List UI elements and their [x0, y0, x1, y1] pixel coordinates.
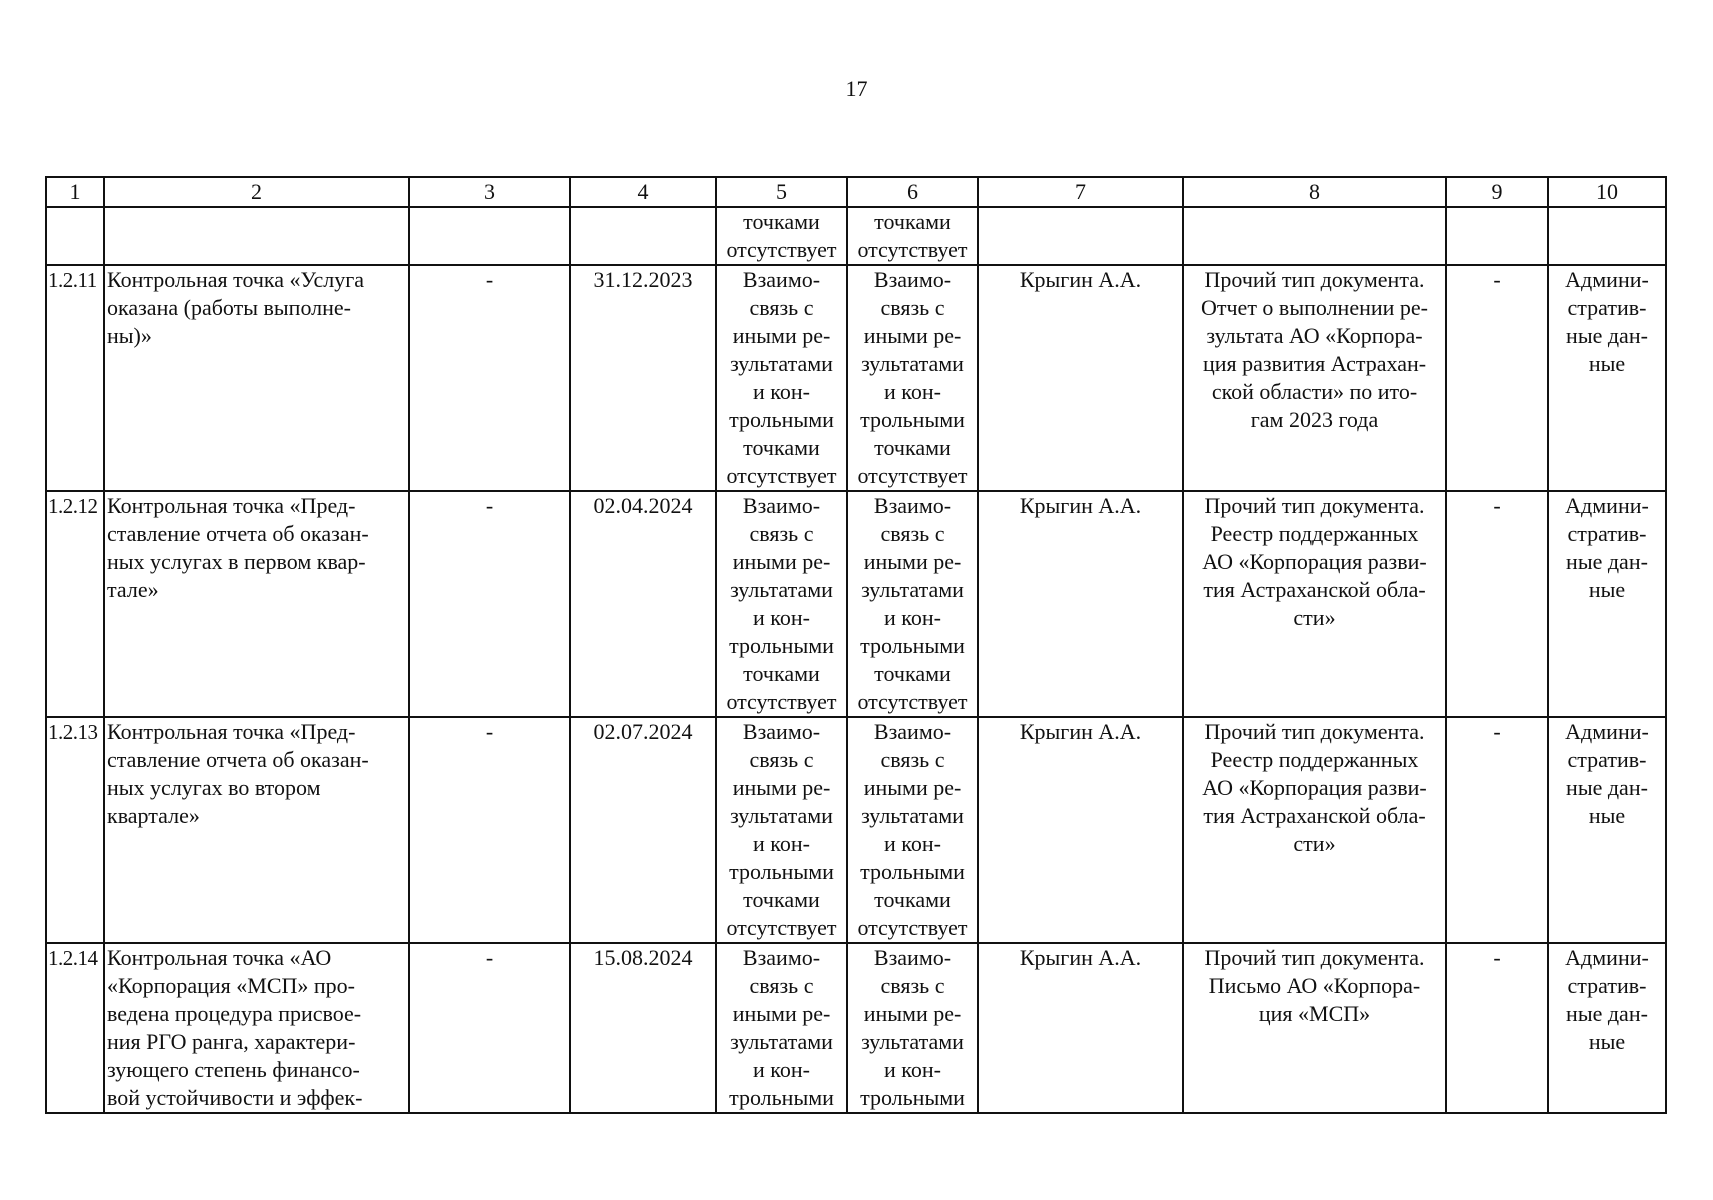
relation-cell: [716, 943, 847, 1113]
cell-line: ской области» по ито-: [1211, 379, 1418, 404]
row-number-cell: 1.2.12: [46, 491, 104, 717]
cell-line: зультатами: [730, 1029, 833, 1054]
cell-line: отсутствует: [857, 237, 968, 262]
relation-cell: [847, 943, 978, 1113]
cell-line: и кон-: [884, 1057, 941, 1082]
cell-line: квартале»: [107, 803, 200, 828]
cell-line: Отчет о выполнении ре-: [1200, 295, 1429, 320]
cell-line: Реестр поддержанных: [1210, 747, 1419, 772]
cell-line: стратив-: [1567, 295, 1647, 320]
cell-line: ные дан-: [1566, 323, 1648, 348]
data-source-cell: [1548, 491, 1666, 717]
date-cell: 02.07.2024: [570, 717, 716, 943]
cell-line: зующего степень финансо-: [107, 1057, 360, 1082]
control-point-name-cell: [104, 717, 409, 943]
column9-cell: -: [1446, 491, 1548, 717]
cell-line: точками: [743, 435, 820, 460]
cell-line: и кон-: [884, 605, 941, 630]
cell-line: АО «Корпорация разви-: [1202, 549, 1427, 574]
cell-line: и кон-: [753, 831, 810, 856]
column-header: 5: [716, 177, 847, 207]
table-body: [46, 265, 1666, 1113]
column3-cell: -: [409, 265, 570, 491]
cell-line: отсутствует: [857, 463, 968, 488]
cell-line: точками: [874, 661, 951, 686]
column3-cell: -: [409, 943, 570, 1113]
cell-line: ные дан-: [1566, 549, 1648, 574]
cell-line: связь с: [880, 521, 945, 546]
cell-line: ставление отчета об оказан-: [107, 747, 369, 772]
control-points-table: [45, 176, 1667, 1114]
cell-line: и кон-: [753, 1057, 810, 1082]
cell-line: зультатами: [730, 577, 833, 602]
cell-line: сти»: [1293, 605, 1336, 630]
cell-line: Взаимо-: [873, 267, 952, 292]
cell-line: отсутствует: [726, 915, 837, 940]
cell-line: точками: [874, 209, 951, 234]
table-row: [46, 265, 1666, 491]
cell-line: отсутствует: [726, 689, 837, 714]
cell-line: трольными: [860, 407, 965, 432]
document-type-cell: [1183, 717, 1446, 943]
cell-line: отсутствует: [857, 915, 968, 940]
column9-cell: -: [1446, 717, 1548, 943]
cell-line: зультатами: [861, 1029, 964, 1054]
data-source-cell: [1548, 265, 1666, 491]
responsible-cell: Крыгин А.А.: [978, 491, 1183, 717]
data-source-cell: [1548, 943, 1666, 1113]
cell-line: Прочий тип документа.: [1204, 719, 1425, 744]
cell-line: иными ре-: [732, 549, 831, 574]
cell-line: ны)»: [107, 323, 152, 348]
cell-line: Админи-: [1565, 267, 1649, 292]
column-header: 9: [1446, 177, 1548, 207]
cell-line: Контрольная точка «АО: [107, 945, 332, 970]
cell-line: зультатами: [861, 577, 964, 602]
cell-line: ные: [1588, 577, 1626, 602]
cell-line: отсутствует: [726, 237, 837, 262]
cell-line: иными ре-: [732, 775, 831, 800]
cell-line: ные дан-: [1566, 1001, 1648, 1026]
cell-line: Письмо АО «Корпора-: [1208, 973, 1421, 998]
table-row: [46, 491, 1666, 717]
column-header: 4: [570, 177, 716, 207]
cell-line: Админи-: [1565, 945, 1649, 970]
relation-cell: [716, 207, 847, 265]
cell-line: точками: [743, 887, 820, 912]
cell-line: ция развития Астрахан-: [1202, 351, 1427, 376]
cell-line: Взаимо-: [742, 267, 821, 292]
cell-line: сти»: [1293, 831, 1336, 856]
control-point-name-cell: [104, 491, 409, 717]
cell-line: ные: [1588, 351, 1626, 376]
relation-cell: [716, 265, 847, 491]
cell-line: отсутствует: [857, 689, 968, 714]
cell-line: стратив-: [1567, 973, 1647, 998]
table-row: [46, 717, 1666, 943]
table-row: [46, 943, 1666, 1113]
cell-line: тале»: [107, 577, 159, 602]
responsible-cell: Крыгин А.А.: [978, 265, 1183, 491]
relation-cell: [847, 265, 978, 491]
cell-line: зультата АО «Корпора-: [1206, 323, 1423, 348]
continuation-row: [46, 207, 1666, 265]
date-cell: 02.04.2024: [570, 491, 716, 717]
cell-line: трольными: [729, 859, 834, 884]
cell-line: Прочий тип документа.: [1204, 493, 1425, 518]
cell-line: связь с: [749, 747, 814, 772]
column-header: 7: [978, 177, 1183, 207]
cell-line: ных услугах во втором: [107, 775, 321, 800]
cell-line: и кон-: [753, 605, 810, 630]
cell-line: иными ре-: [863, 323, 962, 348]
column-header: 3: [409, 177, 570, 207]
cell-line: точками: [874, 435, 951, 460]
cell-line: точками: [743, 661, 820, 686]
cell-line: Взаимо-: [742, 719, 821, 744]
cell-line: тия Астраханской обла-: [1203, 577, 1426, 602]
cell-line: тия Астраханской обла-: [1203, 803, 1426, 828]
cell-line: ные: [1588, 1029, 1626, 1054]
column-header: 1: [46, 177, 104, 207]
relation-cell: [716, 491, 847, 717]
cell-line: связь с: [880, 973, 945, 998]
cell-line: ных услугах в первом квар-: [107, 549, 366, 574]
cell-line: Прочий тип документа.: [1204, 267, 1425, 292]
cell-line: иными ре-: [863, 549, 962, 574]
cell-line: связь с: [880, 747, 945, 772]
relation-cell: [847, 207, 978, 265]
cell-line: зультатами: [730, 803, 833, 828]
page-number: 17: [845, 76, 868, 101]
responsible-cell: Крыгин А.А.: [978, 717, 1183, 943]
cell-line: связь с: [749, 521, 814, 546]
column9-cell: -: [1446, 265, 1548, 491]
cell-line: АО «Корпорация разви-: [1202, 775, 1427, 800]
document-type-cell: [1183, 491, 1446, 717]
relation-cell: [847, 491, 978, 717]
cell-line: Взаимо-: [742, 945, 821, 970]
cell-line: стратив-: [1567, 521, 1647, 546]
cell-line: Контрольная точка «Услуга: [107, 267, 365, 292]
column3-cell: -: [409, 717, 570, 943]
cell-line: ставление отчета об оказан-: [107, 521, 369, 546]
cell-line: отсутствует: [726, 463, 837, 488]
cell-line: ния РГО ранга, характери-: [107, 1029, 356, 1054]
cell-line: Контрольная точка «Пред-: [107, 719, 356, 744]
column-header: 10: [1548, 177, 1666, 207]
cell-line: Взаимо-: [873, 493, 952, 518]
cell-line: стратив-: [1567, 747, 1647, 772]
cell-line: трольными: [860, 859, 965, 884]
cell-line: ные дан-: [1566, 775, 1648, 800]
responsible-cell: Крыгин А.А.: [978, 943, 1183, 1113]
cell-line: и кон-: [753, 379, 810, 404]
cell-line: трольными: [860, 1085, 965, 1110]
cell-line: зультатами: [861, 803, 964, 828]
cell-line: точками: [743, 209, 820, 234]
cell-line: Взаимо-: [742, 493, 821, 518]
document-type-cell: [1183, 265, 1446, 491]
cell-line: Реестр поддержанных: [1210, 521, 1419, 546]
cell-line: гам 2023 года: [1250, 407, 1379, 432]
column-header: 8: [1183, 177, 1446, 207]
row-number-cell: 1.2.14: [46, 943, 104, 1113]
column9-cell: -: [1446, 943, 1548, 1113]
relation-cell: [716, 717, 847, 943]
cell-line: иными ре-: [863, 775, 962, 800]
cell-line: Взаимо-: [873, 719, 952, 744]
cell-line: «Корпорация «МСП» про-: [107, 973, 356, 998]
cell-line: иными ре-: [732, 323, 831, 348]
cell-line: трольными: [729, 407, 834, 432]
control-point-name-cell: [104, 943, 409, 1113]
relation-cell: [847, 717, 978, 943]
cell-line: Взаимо-: [873, 945, 952, 970]
cell-line: трольными: [729, 1085, 834, 1110]
date-cell: 31.12.2023: [570, 265, 716, 491]
cell-line: точками: [874, 887, 951, 912]
cell-line: трольными: [729, 633, 834, 658]
column-header: 6: [847, 177, 978, 207]
cell-line: ные: [1588, 803, 1626, 828]
cell-line: оказана (работы выполне-: [107, 295, 351, 320]
date-cell: 15.08.2024: [570, 943, 716, 1113]
cell-line: Контрольная точка «Пред-: [107, 493, 356, 518]
row-number-cell: 1.2.11: [46, 265, 104, 491]
cell-line: связь с: [749, 973, 814, 998]
cell-line: и кон-: [884, 379, 941, 404]
cell-line: зультатами: [730, 351, 833, 376]
control-point-name-cell: [104, 265, 409, 491]
cell-line: Админи-: [1565, 719, 1649, 744]
column-header: 2: [104, 177, 409, 207]
cell-line: связь с: [880, 295, 945, 320]
column3-cell: -: [409, 491, 570, 717]
cell-line: и кон-: [884, 831, 941, 856]
cell-line: ведена процедура присвое-: [107, 1001, 362, 1026]
cell-line: зультатами: [861, 351, 964, 376]
row-number-cell: 1.2.13: [46, 717, 104, 943]
cell-line: иными ре-: [732, 1001, 831, 1026]
cell-line: вой устойчивости и эффек-: [107, 1085, 363, 1110]
cell-line: связь с: [749, 295, 814, 320]
cell-line: ция «МСП»: [1258, 1001, 1371, 1026]
cell-line: иными ре-: [863, 1001, 962, 1026]
cell-line: трольными: [860, 633, 965, 658]
column-number-header-row: [46, 177, 1666, 207]
data-source-cell: [1548, 717, 1666, 943]
cell-line: Прочий тип документа.: [1204, 945, 1425, 970]
document-type-cell: [1183, 943, 1446, 1113]
cell-line: Админи-: [1565, 493, 1649, 518]
